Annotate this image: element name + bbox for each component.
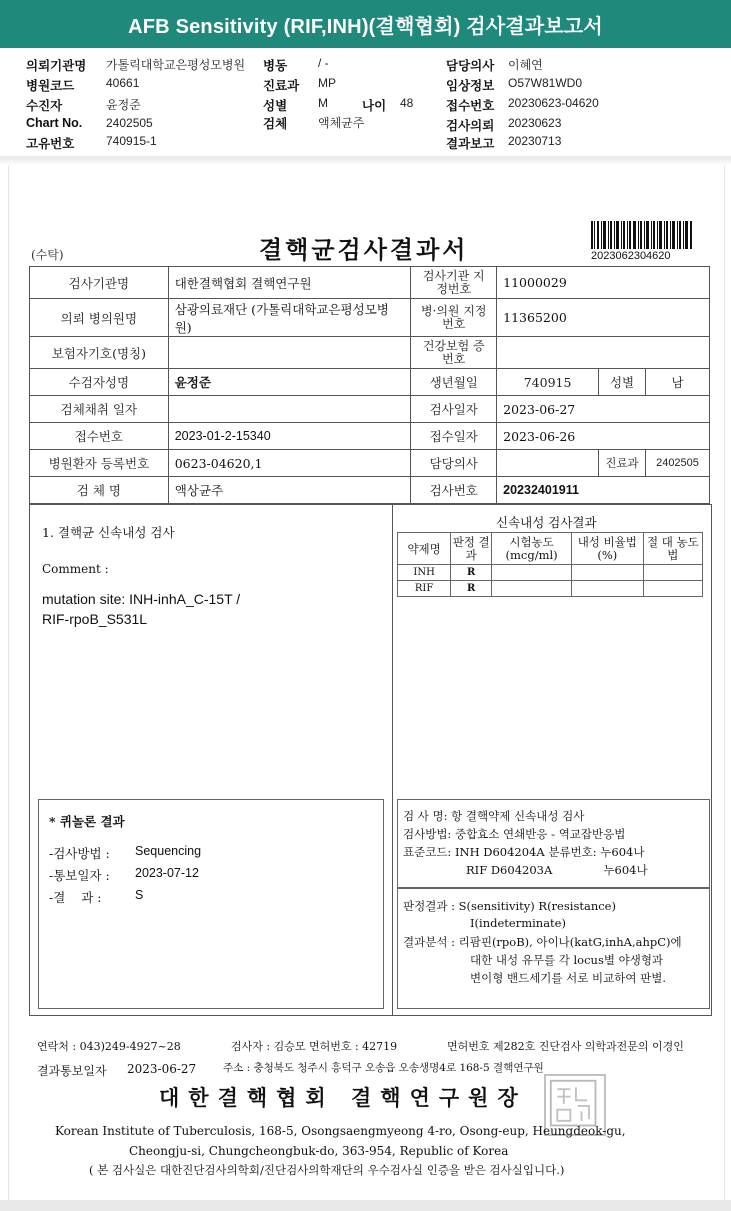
result-cell: R [451, 565, 492, 581]
result-cell: R [451, 581, 492, 597]
method-line: 검사방법: 중합효소 연쇄반응 - 역교잡반응법 [403, 827, 626, 841]
result-label: -결 과 : [49, 890, 102, 905]
conc-cell [492, 581, 572, 597]
dob-value: 740915 [497, 369, 599, 396]
info-value: MP [318, 76, 336, 90]
document-title: 결핵균검사결과서 [259, 235, 469, 264]
patient-info-panel [0, 48, 731, 156]
sens-header: 시험농도 (mcg/ml) [492, 533, 572, 565]
ins-label: 보험자기호(명칭) [30, 337, 169, 369]
doctor-label: 담당의사 [411, 450, 497, 477]
reg-value: 0623-04620,1 [168, 450, 411, 477]
recv-no-value: 2023-01-2-15340 [168, 423, 411, 450]
inst-no-label: 검사기관 지정번호 [411, 267, 497, 299]
req-label: 의뢰 병의원명 [30, 299, 169, 337]
footer-english-line-1: Korean Institute of Tuberculosis, 168-5, Osongsaengmyeong 4-ro, Osong-eup, Heungdeok-gu, [55, 1124, 626, 1138]
footer-english-line-2: Cheongju-si, Chungcheongbuk-do, 363-954, Republic of Korea [129, 1144, 509, 1158]
interp-line: 결과분석 : 리팜핀(rpoB), 아이나(katG,inhA,ahpC)에 [403, 935, 682, 949]
abs-cell [643, 565, 702, 581]
sens-header: 내성 비율법(%) [571, 533, 643, 565]
interp-line: I(indeterminate) [470, 916, 566, 930]
info-value: M [318, 96, 328, 110]
recv-no-label: 접수번호 [30, 423, 169, 450]
info-label: 담당의사 [446, 59, 495, 73]
drug-cell: RIF [398, 581, 451, 597]
info-label: Chart No. [26, 116, 83, 130]
table-row [398, 565, 703, 581]
footer-contact: 연락처 : 043)249-4927~28 [37, 1040, 181, 1053]
dob-label: 생년월일 [411, 369, 497, 396]
comment-label: Comment : [42, 562, 109, 576]
age-label: 나이 [362, 99, 387, 113]
interp-line: 판정결과 : S(sensitivity) R(resistance) [403, 899, 616, 913]
quinolone-box [38, 799, 384, 1009]
sex-label: 성별 [599, 369, 646, 396]
reg-label: 병원환자 등록번호 [30, 450, 169, 477]
interp-line: 대한 내성 유무를 각 locus별 야생형과 [470, 953, 664, 967]
info-label: 검사의뢰 [446, 119, 495, 133]
info-value: 이혜연 [508, 58, 543, 72]
info-label: 병동 [263, 59, 288, 73]
info-value: 액체균주 [318, 116, 365, 130]
conc-cell [492, 565, 572, 581]
info-label: 결과보고 [446, 137, 495, 151]
sutak-label: (수탁) [31, 248, 64, 262]
info-value: 740915-1 [106, 134, 157, 148]
sens-title: 신속내성 검사결과 [496, 515, 597, 530]
req-no-value: 11365200 [497, 299, 710, 337]
info-label: 임상정보 [446, 79, 495, 93]
info-label: 검체 [263, 117, 288, 131]
inst-label: 검사기관명 [30, 267, 169, 299]
method-box [397, 799, 710, 889]
scanned-report-sheet [8, 166, 725, 1200]
report-title: AFB Sensitivity (RIF,INH)(결핵협회) 검사결과보고서 [128, 15, 603, 38]
test-no-label: 검사번호 [411, 477, 497, 504]
ins-value [168, 337, 411, 369]
info-value: O57W81WD0 [508, 76, 583, 90]
ratio-cell [571, 565, 643, 581]
test-date-label: 검사일자 [411, 396, 497, 423]
ratio-cell [571, 581, 643, 597]
sex-value: 남 [645, 369, 709, 396]
rapid-test-heading: 1. 결핵균 신속내성 검사 [42, 525, 175, 540]
info-label: 접수번호 [446, 99, 495, 113]
test-date-value: 2023-06-27 [497, 396, 710, 423]
info-label: 수진자 [26, 99, 63, 113]
method-label: -검사방법 : [49, 846, 110, 861]
date-label: -통보일자 : [49, 868, 110, 883]
abs-cell [643, 581, 702, 597]
results-panel [29, 504, 712, 1016]
dept-label: 진료과 [599, 450, 646, 477]
divider [0, 156, 731, 166]
table-row [398, 581, 703, 597]
info-label: 성별 [263, 99, 288, 113]
notify-date: 2023-06-27 [127, 1062, 197, 1076]
info-value: 2402505 [106, 116, 153, 130]
footer-address: 주소 : 충청북도 청주시 흥덕구 오송읍 오송생명4로 168-5 결핵연구원 [223, 1062, 544, 1074]
health-label: 건강보험 증번호 [411, 337, 497, 369]
footer-license: 면허번호 제282호 진단검사 의학과전문의 이경인 [447, 1040, 684, 1053]
dept-value: 2402505 [645, 450, 709, 477]
notify-label: 결과통보일자 [37, 1064, 107, 1078]
specimen-value: 액상균주 [168, 477, 411, 504]
name-label: 수검자성명 [30, 369, 169, 396]
result-value: S [135, 888, 144, 902]
info-value: 20230623-04620 [508, 96, 599, 110]
info-value: / - [318, 56, 329, 70]
sensitivity-table [397, 532, 703, 597]
sensitivity-column [392, 505, 711, 1015]
footer-tester: 검사자 : 김승모 면허번호 : 42719 [231, 1040, 398, 1053]
info-value: 윤정준 [106, 98, 141, 112]
barcode-number: 2023062304620 [591, 250, 671, 262]
sens-header: 판정 결과 [451, 533, 492, 565]
report-title-bar [0, 0, 731, 48]
collect-label: 검체채취 일자 [30, 396, 169, 423]
method-line: 검 사 명: 항 결핵약제 신속내성 검사 [403, 809, 585, 823]
organization-name: 대한결핵협회 결핵연구원장 [159, 1085, 527, 1110]
info-label: 의뢰기관명 [26, 59, 87, 73]
info-value: 20230713 [508, 134, 562, 148]
info-value: 40661 [106, 76, 140, 90]
info-value: 가톨릭대학교은평성모병원 [106, 58, 246, 72]
age-value: 48 [400, 96, 414, 110]
specimen-label: 검 체 명 [30, 477, 169, 504]
barcode-icon [591, 221, 693, 249]
page-bottom-margin [0, 1200, 731, 1211]
recv-date-label: 접수일자 [411, 423, 497, 450]
date-value: 2023-07-12 [135, 866, 199, 880]
interp-line: 변이형 밴드세기를 서로 비교하여 판별. [470, 971, 667, 985]
req-value: 삼광의료재단 (가톨릭대학교은평성모병원) [168, 299, 411, 337]
sens-header: 절 대 농도법 [643, 533, 702, 565]
test-no-value: 20232401911 [497, 477, 710, 504]
method-line: 표준코드: INH D604204A 분류번호: 누604나 [403, 845, 645, 859]
inst-no-value: 11000029 [497, 267, 710, 299]
recv-date-value: 2023-06-26 [497, 423, 710, 450]
certification-note: ( 본 검사실은 대한진단검사의학회/진단검사의학재단의 우수검사실 인증을 받은 검사실입니다.) [89, 1163, 565, 1177]
info-label: 병원코드 [26, 79, 75, 93]
health-value [497, 337, 710, 369]
mutation-line-2: RIF-rpoB_S531L [42, 611, 148, 627]
info-label: 진료과 [263, 79, 300, 93]
collect-value [168, 396, 411, 423]
report-info-table [29, 266, 710, 504]
doctor-value [497, 450, 599, 477]
drug-cell: INH [398, 565, 451, 581]
info-value: 20230623 [508, 116, 562, 130]
name-value: 윤정준 [168, 369, 411, 396]
method-value: Sequencing [135, 844, 202, 858]
info-label: 고유번호 [26, 137, 75, 151]
req-no-label: 병·의원 지정번호 [411, 299, 497, 337]
mutation-line-1: mutation site: INH-inhA_C-15T / [42, 591, 241, 607]
inst-value: 대한결핵협회 결핵연구원 [168, 267, 411, 299]
sens-header: 약제명 [398, 533, 451, 565]
interpretation-box [397, 887, 710, 1009]
quinolone-title: * 퀴놀론 결과 [49, 814, 125, 829]
method-line: RIF D604203A 누604나 [466, 863, 648, 877]
